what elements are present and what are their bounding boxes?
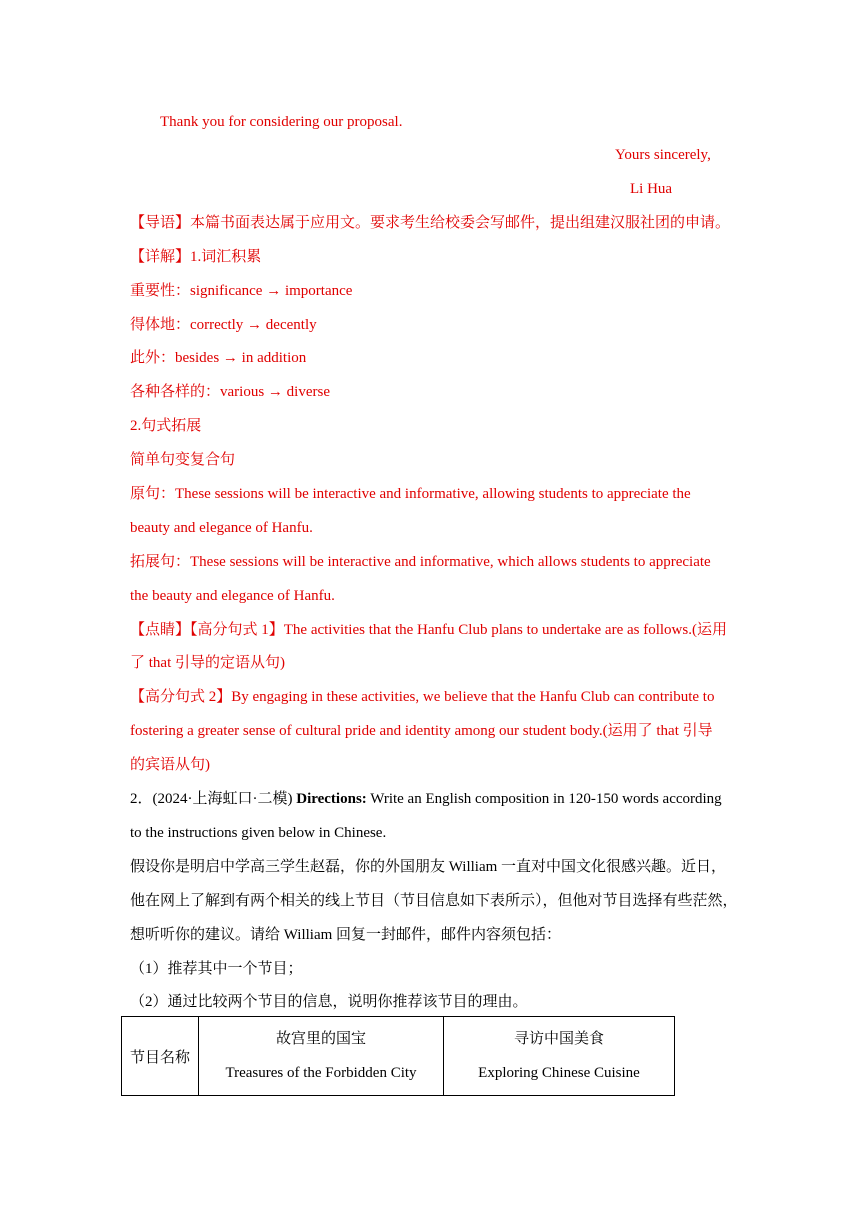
prompt-line: 想听听你的建议。请给 William 回复一封邮件，邮件内容须包括： — [130, 927, 562, 943]
letter-closing: Yours sincerely, — [615, 147, 711, 163]
directions-text: Write an English composition in 120-150 words according — [366, 791, 722, 807]
directions-label: Directions: — [296, 791, 367, 807]
question-source: 2．(2024·上海虹口·二模) — [130, 791, 297, 807]
prompt-line: 他在网上了解到有两个相关的线上节目（节目信息如下表所示），但他对节目选择有些茫然， — [130, 893, 738, 909]
sentence-heading: 2.句式拓展 — [130, 418, 202, 434]
row-header: 节目名称 — [129, 1049, 190, 1066]
vocab-item: 各种各样的：various → diverse — [130, 384, 330, 400]
highlight-1: 【点睛】【高分句式 1】The activities that the Hanfu Club plans to undertake are as follows.(运用 — [130, 622, 727, 638]
program-info-table — [121, 1016, 675, 1096]
highlight-2-note: 的宾语从句) — [130, 757, 210, 773]
program-cell — [199, 1017, 444, 1096]
vocab-item: 重要性：significance → importance — [130, 283, 353, 299]
requirement-item: （2）通过比较两个节目的信息，说明你推荐该节目的理由。 — [130, 994, 528, 1010]
prompt-line: 假设你是明启中学高三学生赵磊，你的外国朋友 William 一直对中国文化很感兴趣。近日， — [130, 859, 727, 875]
row-header-cell — [122, 1017, 199, 1096]
original-sentence: 原句：These sessions will be interactive and informative, allowing students to appreciate the — [130, 486, 691, 502]
expanded-sentence-cont: the beauty and elegance of Hanfu. — [130, 588, 335, 604]
highlight-2: 【高分句式 2】By engaging in these activities, we believe that the Hanfu Club can contribute to — [130, 689, 715, 705]
highlight-1-note: 了 that 引导的定语从句) — [130, 655, 285, 671]
highlight-2-cont: fostering a greater sense of cultural pride and identity among our student body.(运用了 that 引导 — [130, 723, 713, 739]
letter-signature: Li Hua — [630, 181, 673, 197]
program-name-cn: 寻访中国美食 — [513, 1031, 604, 1047]
question-2-header — [130, 789, 722, 809]
detail-heading: 【详解】1.词汇积累 — [130, 249, 262, 265]
sentence-subheading: 简单句变复合句 — [130, 452, 236, 468]
requirement-item: （1）推荐其中一个节目； — [130, 961, 303, 977]
vocab-item: 得体地：correctly → decently — [130, 317, 317, 333]
original-sentence-cont: beauty and elegance of Hanfu. — [130, 520, 313, 536]
program-name-cn: 故宫里的国宝 — [275, 1031, 366, 1047]
analysis-intro: 【导语】本篇书面表达属于应用文。要求考生给校委会写邮件，提出组建汉服社团的申请。 — [130, 215, 731, 231]
directions-text-cont: to the instructions given below in Chinese. — [130, 825, 387, 841]
program-name-en: Treasures of the Forbidden City — [225, 1065, 417, 1081]
table-row — [122, 1017, 675, 1096]
expanded-sentence: 拓展句：These sessions will be interactive and informative, which allows students to appreciate — [130, 554, 711, 570]
program-name-en: Exploring Chinese Cuisine — [478, 1065, 640, 1081]
program-cell — [444, 1017, 675, 1096]
vocab-item: 此外：besides → in addition — [130, 350, 307, 366]
letter-thanks: Thank you for considering our proposal. — [160, 114, 403, 130]
